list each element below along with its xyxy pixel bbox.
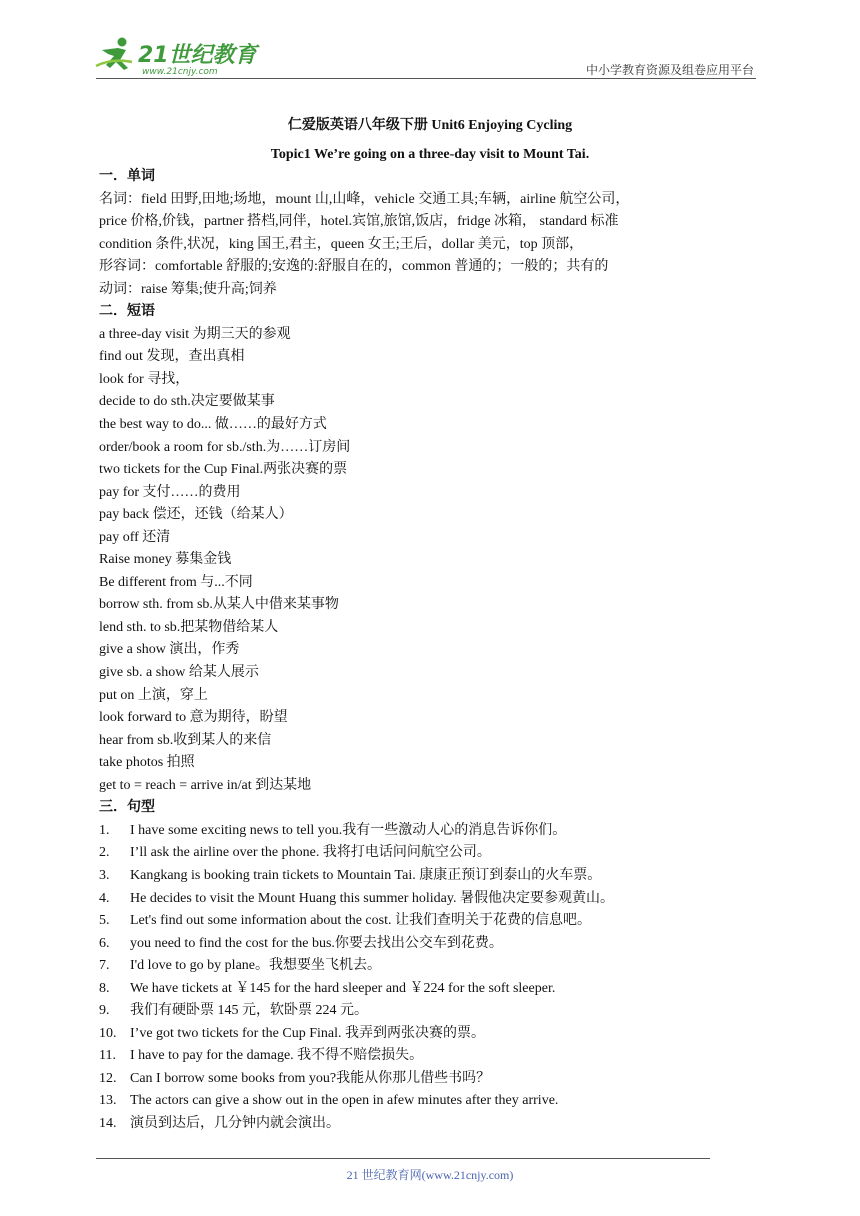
sentence-item <box>99 955 719 978</box>
sentence-text: I have to pay for the damage. 我不得不赔偿损失。 <box>130 1048 424 1064</box>
phrase-line: look forward to 意为期待，盼望 <box>99 710 288 726</box>
logo-url: www.21cnjy.com <box>142 67 218 77</box>
phrase-line: a three-day visit 为期三天的参观 <box>99 326 291 342</box>
sentence-text: 我们有硬卧票 145 元，软卧票 224 元。 <box>130 1003 368 1019</box>
sentence-item <box>99 1023 719 1046</box>
vocab-line: 形容词：comfortable 舒服的;安逸的:舒服自在的，common 普通的；一般的；共有的 <box>99 259 609 275</box>
sentence-item <box>99 865 719 888</box>
sentence-text: Can I borrow some books from you?我能从你那儿借些书吗？ <box>130 1070 491 1086</box>
sentence-text: He decides to visit the Mount Huang this summer holiday. 暑假他决定要参观黄山。 <box>130 890 614 906</box>
sentence-number: 13. <box>99 1093 117 1109</box>
sentence-text: Kangkang is booking train tickets to Mountain Tai. 康康正预订到泰山的火车票。 <box>130 867 602 883</box>
vocab-line: 名词：field 田野,田地;场地，mount 山,山峰，vehicle 交通工具;车辆，airline 航空公司， <box>99 191 630 207</box>
section-heading-phrases: 二．短语 <box>99 304 155 320</box>
phrase-line: pay for 支付……的费用 <box>99 484 241 500</box>
section-heading-vocab: 一．单词 <box>99 169 155 184</box>
phrase-line: Raise money 募集金钱 <box>99 552 232 568</box>
sentence-number: 9. <box>99 1003 110 1019</box>
sentence-number: 10. <box>99 1025 117 1041</box>
sentence-item <box>99 1045 719 1068</box>
phrase-line: find out 发现，查出真相 <box>99 349 245 365</box>
phrase-line: decide to do sth.决定要做某事 <box>99 394 275 410</box>
phrase-line: give sb. a show 给某人展示 <box>99 665 259 681</box>
platform-label: 中小学教育资源及组卷应用平台 <box>585 63 754 77</box>
phrase-line: give a show 演出，作秀 <box>99 642 240 658</box>
sentence-text: you need to find the cost for the bus.你要去找出公交车到花费。 <box>130 935 503 951</box>
phrase-line: borrow sth. from sb.从某人中借来某事物 <box>99 597 339 613</box>
sentence-text: I have some exciting news to tell you.我有一些激动人心的消息告诉你们。 <box>130 822 567 838</box>
phrase-line: get to = reach = arrive in/at 到达某地 <box>99 777 312 793</box>
phrase-line: hear from sb.收到某人的来信 <box>99 732 272 748</box>
sentence-number: 12. <box>99 1070 117 1086</box>
sentence-item <box>99 1000 719 1023</box>
sentence-item <box>99 933 719 956</box>
sentence-item <box>99 1113 719 1136</box>
phrase-line: the best way to do... 做……的最好方式 <box>99 417 327 433</box>
document-body <box>99 166 719 1136</box>
footer-divider <box>96 1158 710 1159</box>
sentence-number: 11. <box>99 1048 116 1064</box>
vocab-line: 动词：raise 筹集;使升高;饲养 <box>99 281 277 297</box>
sentence-number: 5. <box>99 913 110 929</box>
vocab-line: condition 条件,状况，king 国王,君主，queen 女王;王后，dollar 美元，top 顶部， <box>99 236 584 252</box>
sentence-item <box>99 978 719 1001</box>
sentence-item <box>99 910 719 933</box>
sentence-number: 14. <box>99 1115 117 1131</box>
sentence-item <box>99 888 719 911</box>
sentence-item <box>99 820 719 843</box>
sentence-text: Let's find out some information about the cost. 让我们查明关于花费的信息吧。 <box>130 913 591 929</box>
site-logo <box>92 36 262 78</box>
sentence-number: 2. <box>99 845 110 861</box>
runner-icon <box>96 38 132 71</box>
phrase-line: take photos 拍照 <box>99 755 195 771</box>
sentence-text: I’ve got two tickets for the Cup Final. 我弄到两张决赛的票。 <box>130 1025 486 1041</box>
vocab-line: price 价格,价钱，partner 搭档,同伴，hotel.宾馆,旅馆,饭店，fridge 冰箱， standard 标准 <box>99 214 619 230</box>
phrase-line: order/book a room for sb./sth.为……订房间 <box>99 439 351 455</box>
document-title: 仁爱版英语八年级下册 Unit6 Enjoying Cycling <box>287 118 573 133</box>
phrase-line: put on 上演，穿上 <box>99 687 208 703</box>
section-heading-sentences: 三．句型 <box>99 800 155 816</box>
phrase-line: pay back 偿还，还钱（给某人） <box>99 507 293 523</box>
sentence-number: 7. <box>99 958 110 974</box>
phrase-line: lend sth. to sb.把某物借给某人 <box>99 619 279 635</box>
sentence-text: 演员到达后，几分钟内就会演出。 <box>130 1115 340 1131</box>
sentence-number: 3. <box>99 867 110 883</box>
sentence-number: 6. <box>99 935 110 951</box>
sentence-text: I'd love to go by plane。我想要坐飞机去。 <box>130 958 381 974</box>
phrase-line: pay off 还清 <box>99 529 171 545</box>
phrase-line: Be different from 与...不同 <box>99 574 253 590</box>
sentence-item <box>99 842 719 865</box>
sentence-text: I’ll ask the airline over the phone. 我将打电话问问航空公司。 <box>130 845 491 861</box>
logo-text: 21世纪教育 <box>138 43 257 68</box>
sentence-number: 8. <box>99 980 110 996</box>
sentence-number: 4. <box>99 890 110 906</box>
sentence-item <box>99 1090 719 1113</box>
header-divider <box>96 78 756 79</box>
sentence-number: 1. <box>99 822 110 838</box>
phrase-line: two tickets for the Cup Final.两张决赛的票 <box>99 462 348 478</box>
document-subtitle: Topic1 We’re going on a three-day visit to Mount Tai. <box>270 147 590 162</box>
footer-link[interactable]: 21 世纪教育网(www.21cnjy.com) <box>346 1168 514 1182</box>
sentence-item <box>99 1068 719 1091</box>
sentence-text: We have tickets at ￥145 for the hard sleeper and ￥224 for the soft sleeper. <box>130 980 556 996</box>
phrase-line: look for 寻找， <box>99 371 190 387</box>
page-header <box>0 0 860 80</box>
sentence-text: The actors can give a show out in the open in afew minutes after they arrive. <box>130 1093 559 1109</box>
